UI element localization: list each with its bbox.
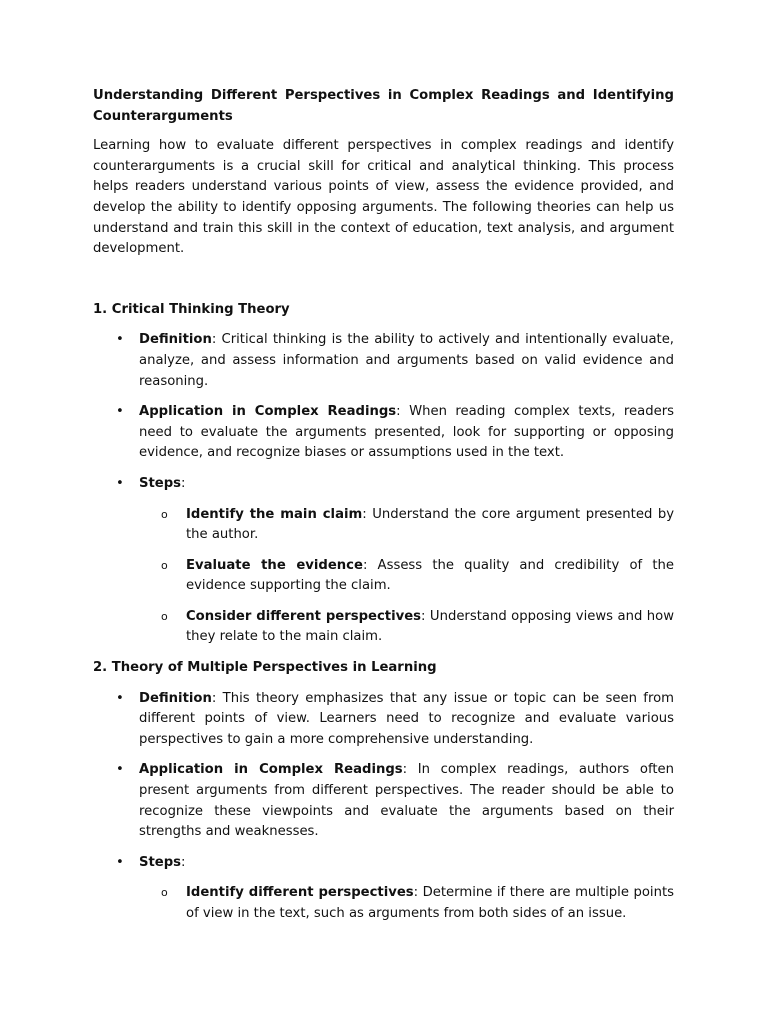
step-text: : Understand the core argument presented by the author. [186, 506, 674, 543]
steps-label: Steps [139, 854, 182, 870]
intro-paragraph: Learning how to evaluate different perspectives in complex readings and identify counterarguments is a crucial skill for critical and analytical thinking. This process helps readers understand various points of view, assess the evidence provided, and develop the ability to identify opposing arguments. The following theories can help us understand and train this skill in the context of education, text analysis, and argument development. [93, 138, 674, 257]
bullet-icon: • [116, 854, 124, 870]
step-label: Evaluate the evidence [186, 557, 363, 573]
definition-text: : This theory emphasizes that any issue or topic can be seen from different points of view. Learners need to recognize and evaluate various perspectives to gain a more comprehensive understanding. [139, 690, 674, 747]
steps-list [139, 505, 674, 649]
section-heading-critical-thinking: 1. Critical Thinking Theory [93, 301, 290, 317]
document-title: Understanding Different Perspectives in Complex Readings and Identifying Counterarguments [93, 88, 674, 124]
step-text: : Assess the quality and credibility of the evidence supporting the claim. [186, 557, 674, 594]
list-item [93, 853, 674, 925]
step-text: : Determine if there are multiple points of view in the text, such as arguments from both sides of an issue. [186, 885, 674, 921]
step-item [139, 883, 674, 924]
circle-bullet-icon: o [161, 609, 168, 623]
list-item [93, 474, 674, 648]
circle-bullet-icon: o [161, 558, 168, 572]
application-label: Application in Complex Readings [139, 762, 403, 778]
steps-list [139, 883, 674, 924]
bullet-icon: • [116, 332, 124, 348]
list-item [93, 689, 674, 751]
application-label: Application in Complex Readings [139, 404, 397, 420]
section-1-list [93, 330, 674, 648]
circle-bullet-icon: o [161, 507, 168, 521]
list-item [93, 402, 674, 464]
step-item [139, 607, 674, 648]
step-label: Identify different perspectives [186, 885, 414, 901]
steps-colon: : [181, 854, 186, 870]
definition-label: Definition [139, 332, 212, 348]
steps-label: Steps [139, 475, 182, 491]
list-item [93, 330, 674, 392]
circle-bullet-icon: o [161, 886, 168, 900]
step-text: : Understand opposing views and how they relate to the main claim. [186, 608, 674, 645]
definition-text: : Critical thinking is the ability to actively and intentionally evaluate, analyze, and assess information and arguments based on valid evidence and reasoning. [139, 332, 674, 389]
bullet-icon: • [116, 475, 124, 491]
definition-label: Definition [139, 690, 212, 706]
bullet-icon: • [116, 404, 124, 420]
list-item [93, 760, 674, 842]
steps-colon: : [181, 475, 186, 491]
bullet-icon: • [116, 762, 124, 778]
step-item [139, 556, 674, 597]
section-heading-multiple-perspectives: 2. Theory of Multiple Perspectives in Learning [93, 660, 437, 676]
step-label: Identify the main claim [186, 506, 363, 522]
step-label: Consider different perspectives [186, 608, 422, 624]
bullet-icon: • [116, 690, 124, 706]
application-text: : When reading complex texts, readers need to evaluate the arguments presented, look for supporting or opposing evidence, and recognize biases or assumptions used in the text. [139, 404, 674, 461]
section-2-list [93, 689, 674, 925]
step-item [139, 505, 674, 546]
application-text: : In complex readings, authors often present arguments from different perspectives. The reader should be able to recognize these viewpoints and evaluate the arguments based on their strengths and weaknesses. [139, 762, 675, 840]
